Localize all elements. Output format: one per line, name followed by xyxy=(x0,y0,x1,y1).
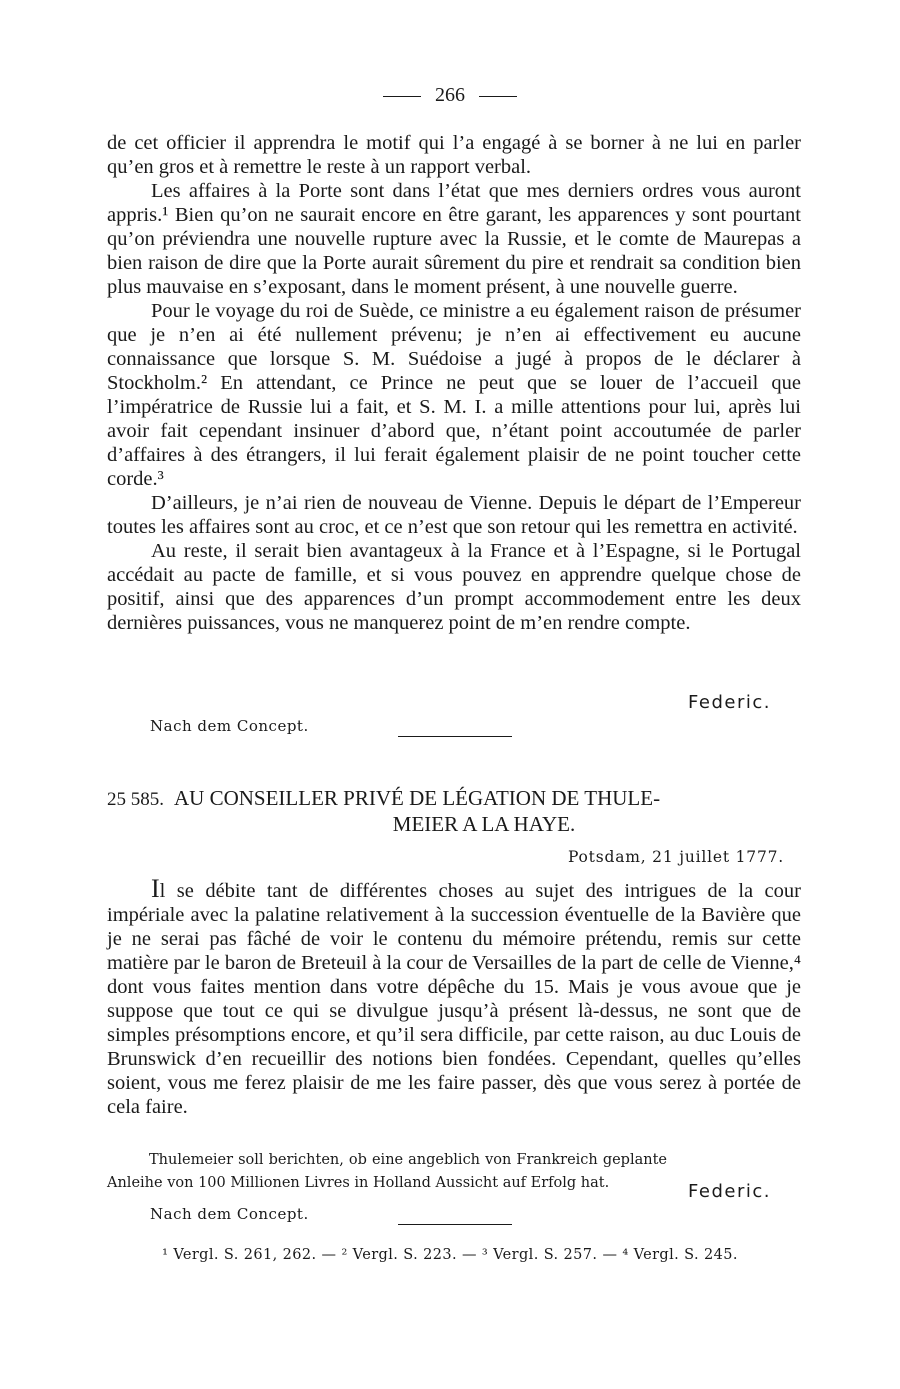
letter2-note xyxy=(107,1149,667,1195)
footnotes: ¹ Vergl. S. 261, 262. — ² Vergl. S. 223. — ³ Vergl. S. 257. — ⁴ Vergl. S. 245. xyxy=(162,1247,738,1263)
page-number: 266 xyxy=(435,84,465,106)
letter2-place-date: Potsdam, 21 juillet 1777. xyxy=(567,848,784,866)
letter2-source: Nach dem Concept. xyxy=(150,1205,309,1223)
letter2-heading xyxy=(107,786,801,836)
letter2-body xyxy=(107,874,801,1119)
letter1-paragraph-3: Pour le voyage du roi de Suède, ce ministre a eu également raison de présumer que je n’en ai été nullement prévenu; je n’en ai effectivement eu aucune connaissance que lorsque S. M. Suédoise a jugé à propos de le déclarer à Stockholm.² En attendant, ce Prince ne peut que se louer de l’accueil que l’impératrice de Russie lui a fait, et S. M. I. a mille attentions pour lui, après lui avoir fait cependant insinuer d’abord que, n’étant point accoutumée de parler d’affaires à des étrangers, il lui ferait également plaisir de ne point toucher cette corde.³ xyxy=(107,300,801,490)
letter2-signature: Federic. xyxy=(688,1181,771,1202)
letter2-number: 25 585. xyxy=(107,789,164,810)
header-rule-left xyxy=(383,96,421,97)
letter2-end-rule xyxy=(398,1224,512,1225)
letter2-note-text: Thulemeier soll berichten, ob eine angeblich von Frankreich geplante Anleihe von 100 Millionen Livres in Holland Aussicht auf Erfolg hat. xyxy=(107,1152,667,1191)
letter1-paragraph-1: de cet officier il apprendra le motif qui l’a engagé à se borner à ne lui en parler qu’en gros et à remettre le reste à un rapport verbal. xyxy=(107,132,801,178)
letter2-title-line1: AU CONSEILLER PRIVÉ DE LÉGATION DE THULE- xyxy=(174,786,661,810)
page-header xyxy=(0,84,900,107)
letter1-signature: Federic. xyxy=(688,692,771,713)
header-rule-right xyxy=(479,96,517,97)
letter1-body xyxy=(107,131,801,635)
letter2-paragraph-1: Il se débite tant de différentes choses au sujet des intrigues de la cour impériale avec la palatine relativement à la succession éventuelle de la Bavière que je ne serai pas fâché de voir le contenu du mémoire prétendu, remis sur cette matière par le baron de Breteuil à la cour de Versailles de la part de celle de Vienne,⁴ dont vous faites mention dans votre dépêche du 15. Mais je vous avoue que je suppose que tout ce qui se divulgue jusqu’à présent là-dessus, ne sont que de simples présomptions encore, et qu’il sera difficile, par cette raison, au duc Louis de Brunswick d’en recueillir des notions bien fondées. Cependant, quelles qu’elles soient, vous me ferez plaisir de me les faire passer, dès que vous serez à portée de cela faire. xyxy=(107,874,801,1118)
letter1-paragraph-2: Les affaires à la Porte sont dans l’état que mes derniers ordres vous auront appris.¹ Bien qu’on ne saurait encore en être garant, les apparences y sont pourtant qu’on préviendra une nouvelle rupture avec la Russie, et le comte de Maurepas a bien raison de dire que la Porte aurait sûrement du pire et rendrait sa condition bien plus mauvaise en s’exposant, dans le moment présent, à une nouvelle guerre. xyxy=(107,180,801,298)
letter1-paragraph-4: D’ailleurs, je n’ai rien de nouveau de Vienne. Depuis le départ de l’Empereur toutes les affaires sont au croc, et ce n’est que son retour qui les remettra en activité. xyxy=(107,492,801,538)
letter1-end-rule xyxy=(398,736,512,737)
letter1-source: Nach dem Concept. xyxy=(150,717,309,735)
letter2-title-line2: MEIER A LA HAYE. xyxy=(392,812,576,836)
letter1-paragraph-5: Au reste, il serait bien avantageux à la France et à l’Espagne, si le Portugal accédait au pacte de famille, et si vous pouvez en apprendre quelque chose de positif, ainsi que des apparences d’un prompt accommodement entre les deux dernières puissances, vous ne manquerez point de m’en rendre compte. xyxy=(107,540,801,634)
